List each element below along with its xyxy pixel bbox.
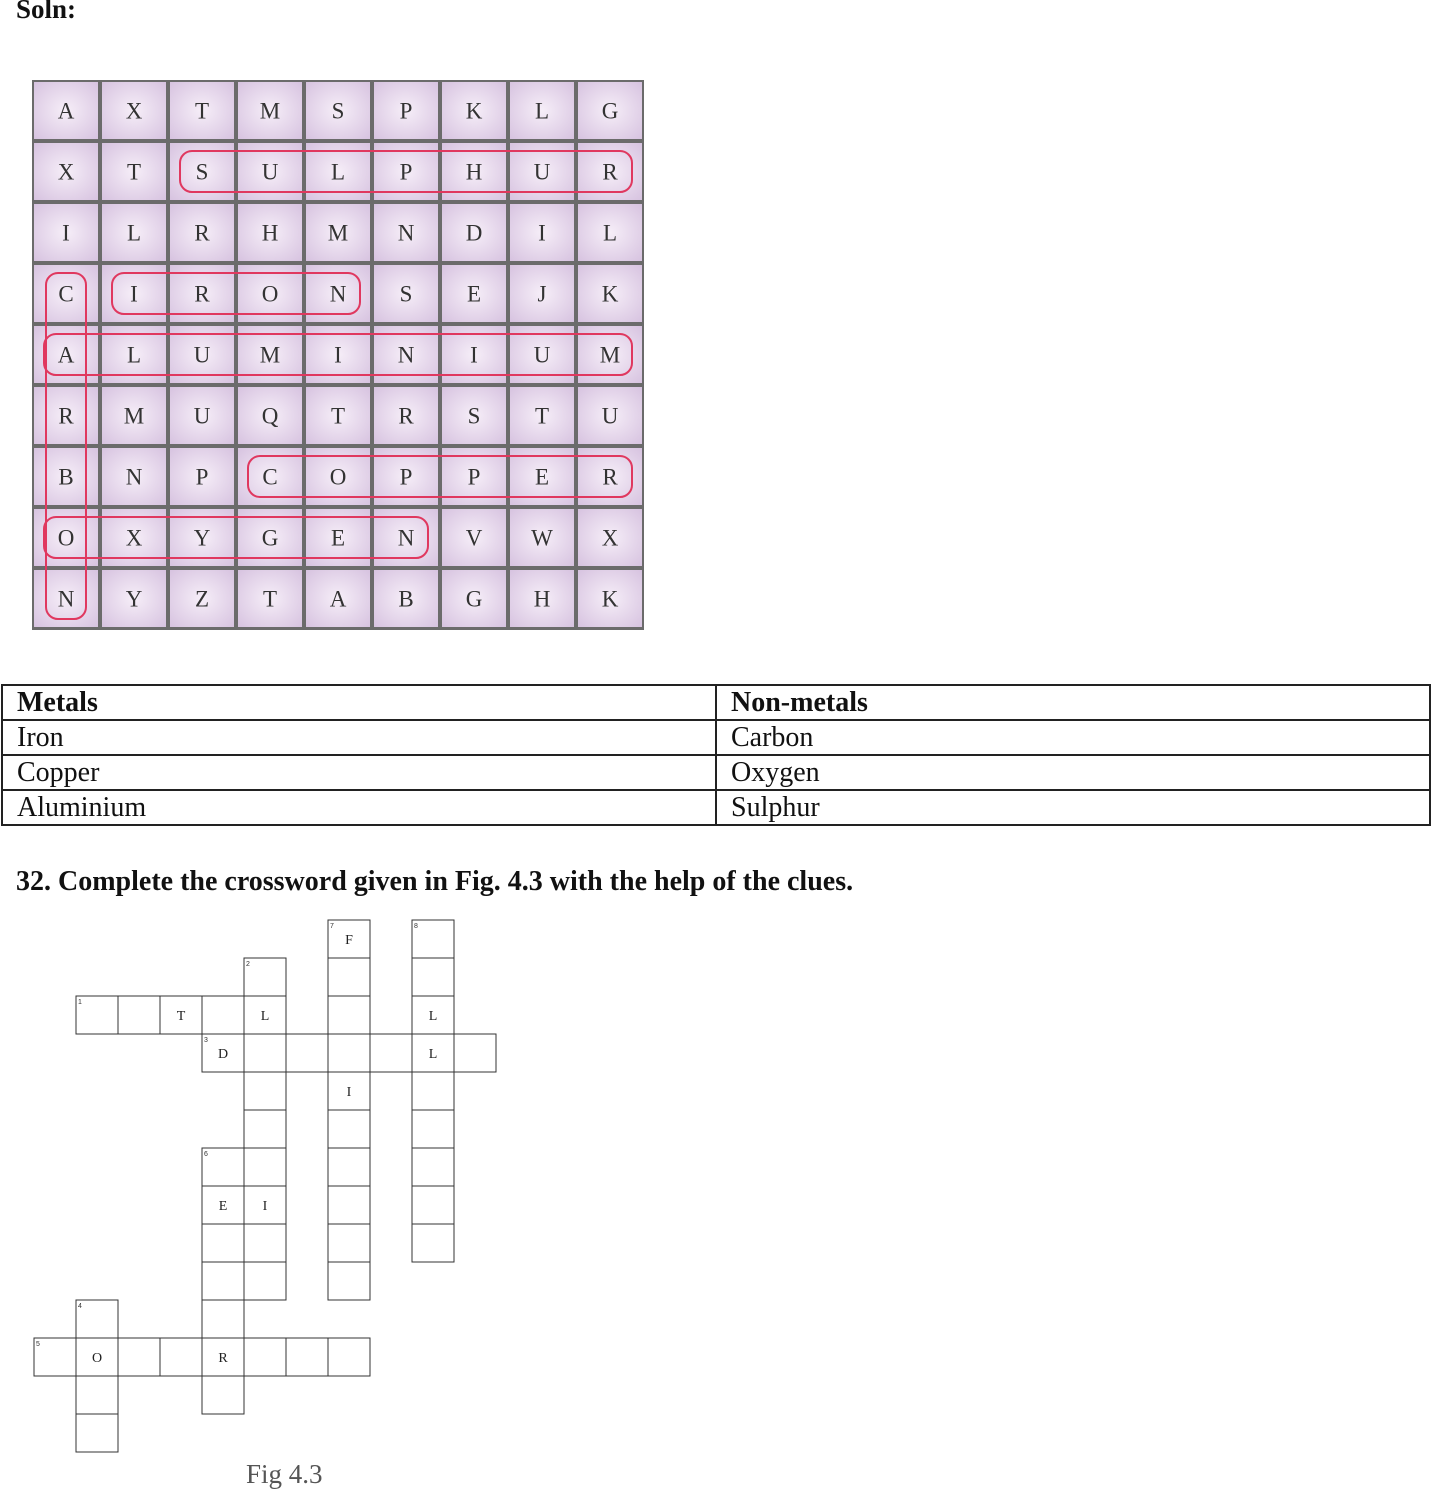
word-search-letter: M bbox=[259, 342, 281, 368]
non-metal-cell: Carbon bbox=[716, 720, 1430, 755]
crossword-cell bbox=[328, 1224, 370, 1262]
crossword-cell bbox=[244, 1110, 286, 1148]
non-metal-cell: Sulphur bbox=[716, 790, 1430, 825]
crossword-cell bbox=[202, 996, 244, 1034]
word-search-letter: U bbox=[533, 342, 551, 368]
crossword-letter: L bbox=[428, 1047, 438, 1062]
crossword-letter: D bbox=[217, 1047, 229, 1062]
word-search-letter: E bbox=[534, 464, 550, 490]
crossword-cell bbox=[412, 958, 454, 996]
word-search-letter: J bbox=[537, 281, 547, 307]
word-search-letter: X bbox=[601, 525, 619, 551]
crossword-cell bbox=[328, 1034, 370, 1072]
crossword-cell bbox=[412, 920, 454, 958]
word-search-letter: D bbox=[465, 220, 483, 246]
metal-cell: Copper bbox=[2, 755, 716, 790]
word-search-letter: B bbox=[58, 464, 74, 490]
table-row bbox=[2, 720, 1430, 755]
word-search-letter: N bbox=[57, 586, 75, 612]
word-search-letter: G bbox=[465, 586, 483, 612]
crossword-cell bbox=[76, 1414, 118, 1452]
word-search-letter: W bbox=[531, 525, 553, 551]
crossword-puzzle bbox=[0, 915, 520, 1460]
crossword-cell bbox=[244, 958, 286, 996]
crossword-cell bbox=[412, 1110, 454, 1148]
word-search-letter: I bbox=[470, 342, 478, 368]
word-search-letter: O bbox=[329, 464, 347, 490]
word-search-letter: O bbox=[57, 525, 75, 551]
word-search-letter: A bbox=[57, 342, 75, 368]
word-search-letter: N bbox=[397, 220, 415, 246]
table-row bbox=[2, 790, 1430, 825]
solution-heading: Soln: bbox=[16, 0, 77, 24]
word-search-letter: S bbox=[195, 159, 209, 185]
word-search-letter: S bbox=[467, 403, 481, 429]
word-search-letter: S bbox=[331, 98, 345, 124]
clue-number: 6 bbox=[204, 1151, 208, 1158]
word-search-letter: C bbox=[58, 281, 74, 307]
word-search-letter: R bbox=[602, 159, 618, 185]
word-search-letter: B bbox=[398, 586, 414, 612]
metal-cell: Aluminium bbox=[2, 790, 716, 825]
crossword-cell bbox=[76, 1300, 118, 1338]
word-search-letter: Z bbox=[194, 586, 210, 612]
crossword-cell bbox=[328, 1338, 370, 1376]
crossword-letter: T bbox=[176, 1009, 186, 1024]
word-search-letter: G bbox=[261, 525, 279, 551]
word-search-letter: L bbox=[534, 98, 550, 124]
crossword-cell bbox=[328, 1262, 370, 1300]
word-search-letter: C bbox=[262, 464, 278, 490]
crossword-cell bbox=[202, 1300, 244, 1338]
crossword-letter: F bbox=[345, 933, 353, 948]
figure-caption: Fig 4.3 bbox=[246, 1459, 323, 1489]
crossword-cell bbox=[244, 1072, 286, 1110]
non-metal-cell: Oxygen bbox=[716, 755, 1430, 790]
word-search-letter: R bbox=[58, 403, 74, 429]
clue-number: 3 bbox=[204, 1037, 208, 1044]
word-search-letter: R bbox=[194, 220, 210, 246]
word-search-letter: A bbox=[57, 98, 75, 124]
word-search-letter: U bbox=[193, 403, 211, 429]
crossword-cell bbox=[412, 1186, 454, 1224]
word-search-letter: X bbox=[125, 98, 143, 124]
word-search-letter: N bbox=[329, 281, 347, 307]
crossword-cell bbox=[244, 1338, 286, 1376]
crossword-cell bbox=[328, 996, 370, 1034]
crossword-cell bbox=[328, 958, 370, 996]
crossword-letter: L bbox=[428, 1009, 438, 1024]
crossword-cell bbox=[328, 1148, 370, 1186]
word-search-letter: U bbox=[261, 159, 279, 185]
crossword-letter: L bbox=[260, 1009, 270, 1024]
word-search-letter: H bbox=[533, 586, 551, 612]
crossword-cell bbox=[370, 1034, 412, 1072]
crossword-letter: I bbox=[346, 1085, 352, 1100]
word-search-letter: P bbox=[195, 464, 209, 490]
clue-number: 5 bbox=[36, 1341, 40, 1348]
word-search-letter: A bbox=[329, 586, 347, 612]
word-search-letter: U bbox=[193, 342, 211, 368]
word-search-letter: T bbox=[534, 403, 550, 429]
word-search-letter: T bbox=[194, 98, 210, 124]
crossword-cell bbox=[412, 1072, 454, 1110]
word-search-letter: K bbox=[465, 98, 483, 124]
crossword-cell bbox=[76, 996, 118, 1034]
word-search-letter: M bbox=[259, 98, 281, 124]
metals-nonmetals-table bbox=[1, 684, 1431, 826]
word-search-letter: N bbox=[397, 342, 415, 368]
crossword-cell bbox=[34, 1338, 76, 1376]
word-search-letter: E bbox=[330, 525, 346, 551]
metal-cell: Iron bbox=[2, 720, 716, 755]
word-search-letter: P bbox=[467, 464, 481, 490]
word-search-letter: Y bbox=[193, 525, 211, 551]
crossword-cell bbox=[244, 1148, 286, 1186]
clue-number: 1 bbox=[78, 999, 82, 1006]
crossword-cell bbox=[202, 1262, 244, 1300]
word-search-letter: X bbox=[57, 159, 75, 185]
word-search-puzzle bbox=[32, 80, 644, 630]
clue-number: 7 bbox=[330, 923, 334, 930]
word-search-letter: I bbox=[62, 220, 70, 246]
word-search-letter: R bbox=[194, 281, 210, 307]
crossword-cell bbox=[244, 1034, 286, 1072]
crossword-letter: E bbox=[218, 1199, 228, 1214]
word-search-letter: U bbox=[533, 159, 551, 185]
word-search-letter: Y bbox=[125, 586, 143, 612]
crossword-cell bbox=[118, 996, 160, 1034]
word-search-letter: I bbox=[130, 281, 138, 307]
word-search-letter: U bbox=[601, 403, 619, 429]
word-search-letter: T bbox=[330, 403, 346, 429]
word-search-letter: M bbox=[599, 342, 621, 368]
word-search-letter: T bbox=[262, 586, 278, 612]
word-search-letter: R bbox=[398, 403, 414, 429]
crossword-cell bbox=[412, 1224, 454, 1262]
crossword-cell bbox=[286, 1034, 328, 1072]
word-search-letter: N bbox=[125, 464, 143, 490]
word-search-letter: L bbox=[126, 220, 142, 246]
crossword-cell bbox=[118, 1338, 160, 1376]
crossword-cell bbox=[202, 1148, 244, 1186]
clue-number: 8 bbox=[414, 923, 418, 930]
word-search-letter: H bbox=[261, 220, 279, 246]
word-search-letter: S bbox=[399, 281, 413, 307]
word-search-letter: L bbox=[126, 342, 142, 368]
word-search-letter: H bbox=[465, 159, 483, 185]
word-search-letter: I bbox=[538, 220, 546, 246]
table-row bbox=[2, 755, 1430, 790]
word-search-letter: N bbox=[397, 525, 415, 551]
word-search-letter: M bbox=[327, 220, 349, 246]
crossword-cell bbox=[328, 1186, 370, 1224]
word-search-letter: T bbox=[126, 159, 142, 185]
clue-number: 4 bbox=[78, 1303, 82, 1310]
question-32: 32. Complete the crossword given in Fig. 4.3 with the help of the clues. bbox=[16, 866, 854, 897]
crossword-cell bbox=[454, 1034, 496, 1072]
crossword-cell bbox=[244, 1262, 286, 1300]
crossword-cell bbox=[202, 1224, 244, 1262]
word-search-letter: G bbox=[601, 98, 619, 124]
crossword-cell bbox=[76, 1376, 118, 1414]
crossword-letter: R bbox=[218, 1351, 228, 1366]
crossword-letter: I bbox=[262, 1199, 268, 1214]
word-search-letter: P bbox=[399, 98, 413, 124]
crossword-cell bbox=[412, 1148, 454, 1186]
word-search-letter: K bbox=[601, 586, 619, 612]
word-search-letter: P bbox=[399, 464, 413, 490]
word-search-letter: K bbox=[601, 281, 619, 307]
clue-number: 2 bbox=[246, 961, 250, 968]
word-search-letter: L bbox=[330, 159, 346, 185]
word-search-letter: I bbox=[334, 342, 342, 368]
word-search-letter: V bbox=[465, 525, 483, 551]
crossword-cell bbox=[286, 1338, 328, 1376]
crossword-cell bbox=[244, 1224, 286, 1262]
table-header-row bbox=[2, 685, 1430, 720]
crossword-cell bbox=[160, 1338, 202, 1376]
header-non-metals: Non-metals bbox=[716, 685, 1430, 720]
word-search-letter: O bbox=[261, 281, 279, 307]
word-search-letter: Q bbox=[261, 403, 279, 429]
crossword-cell bbox=[202, 1376, 244, 1414]
word-search-letter: X bbox=[125, 525, 143, 551]
word-search-letter: E bbox=[466, 281, 482, 307]
word-search-letter: R bbox=[602, 464, 618, 490]
header-metals: Metals bbox=[2, 685, 716, 720]
word-search-letter: P bbox=[399, 159, 413, 185]
word-search-letter: L bbox=[602, 220, 618, 246]
crossword-letter: O bbox=[91, 1351, 103, 1366]
crossword-cell bbox=[328, 1110, 370, 1148]
word-search-letter: M bbox=[123, 403, 145, 429]
